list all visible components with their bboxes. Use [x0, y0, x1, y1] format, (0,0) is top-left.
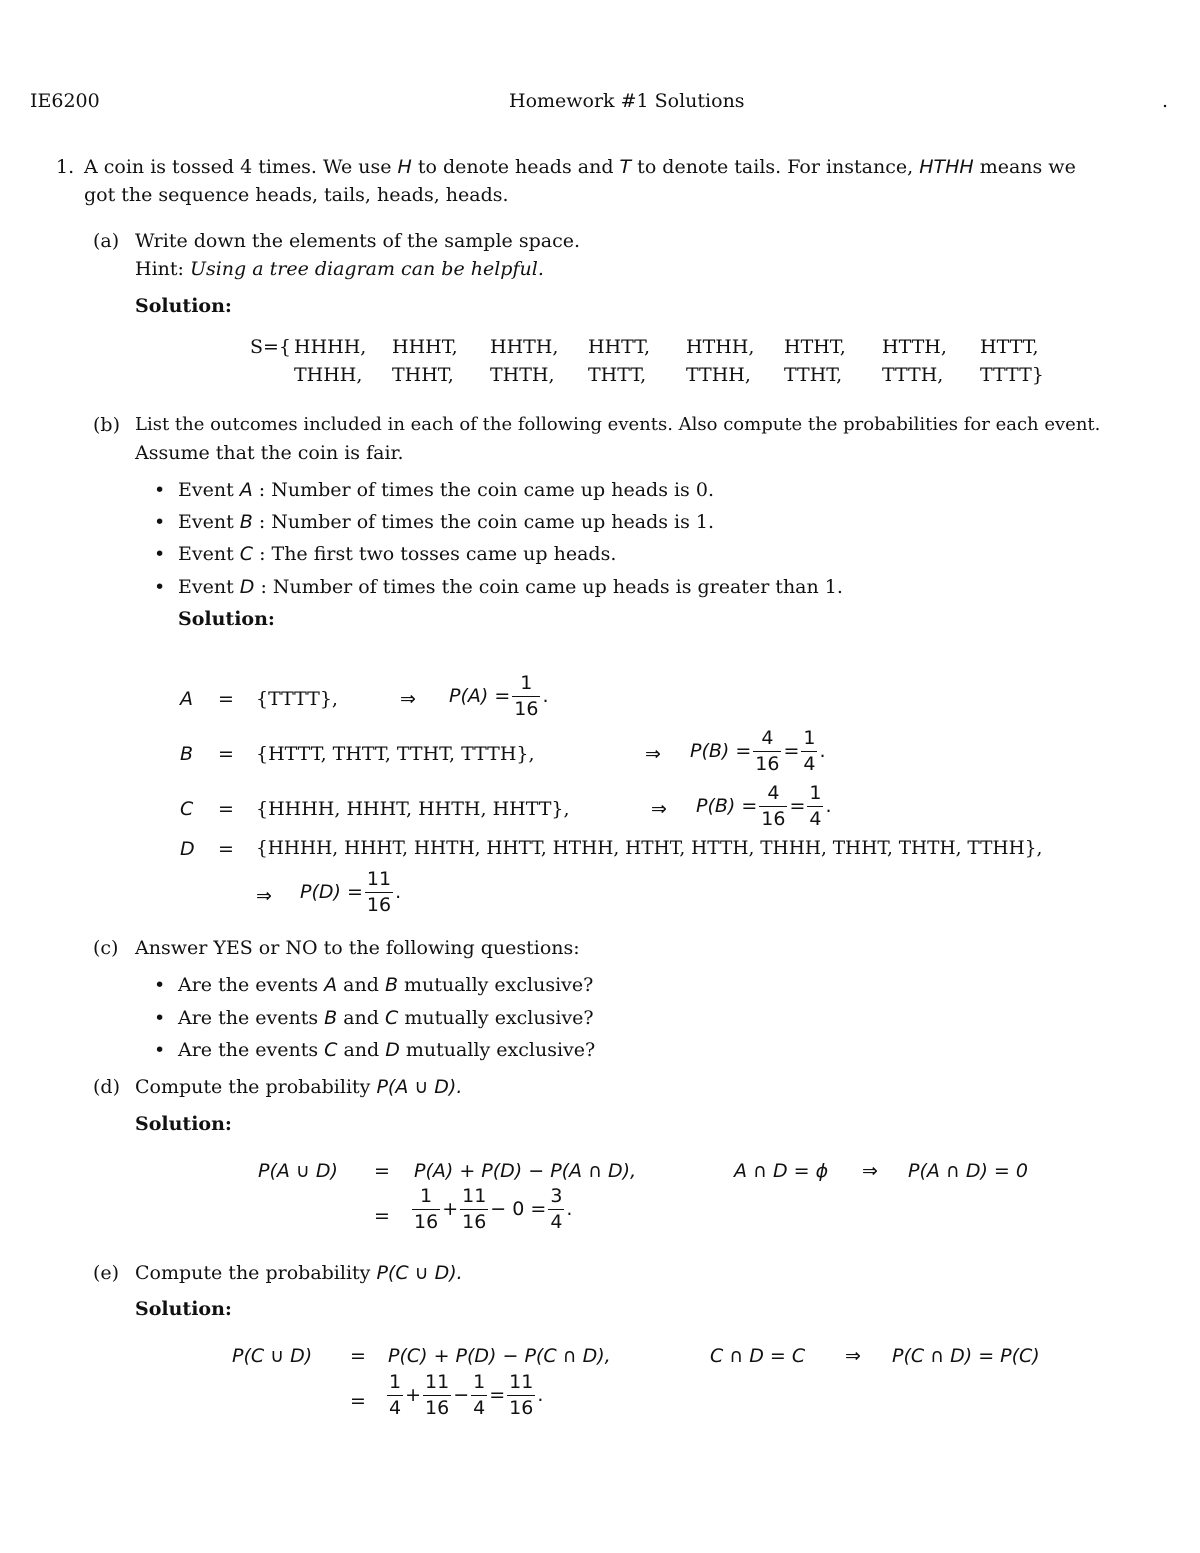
eq-c-lhs: C — [180, 798, 194, 820]
part-d-line1-lhs: P(A ∪ D) — [258, 1160, 338, 1182]
eq-d-equals: = — [218, 838, 234, 860]
event-b-item: • Event B : Number of times the coin came up heads is 1. — [178, 511, 714, 533]
part-c-item-bc: • Are the events B and C mutually exclusive? — [178, 1007, 594, 1029]
part-e-question: Compute the probability P(C ∪ D). — [135, 1262, 463, 1284]
part-c-question: Answer YES or NO to the following questions: — [135, 937, 580, 959]
sample-space-row1: HHHH, HHHT, HHTH, HHTT, HTHH, HTHT, HTTH, HTTT, — [294, 336, 1039, 358]
eq-c-prob: P(B) = $\frac{4}{16}$ = $\frac{1}{4}$ . — [696, 782, 832, 830]
header-course: IE6200 — [30, 90, 100, 112]
event-c-item: • Event C : The first two tosses came up heads. — [178, 543, 616, 565]
part-e-line2-eq: = — [350, 1390, 366, 1412]
eq-d-prob: P(D) = $\frac{11}{16}$ . — [300, 868, 402, 916]
sample-space-prefix: S={ — [250, 336, 292, 358]
part-d-line1-eq: = — [374, 1160, 390, 1182]
part-b-question-line1: List the outcomes included in each of the following events. Also compute the probabilities for each event. — [135, 414, 1101, 435]
header-mark: . — [1162, 90, 1169, 112]
eq-c-equals: = — [218, 798, 234, 820]
eq-a-prob: P(A) = $\frac{1}{16}$ . — [449, 672, 549, 720]
part-b-solution-label: Solution: — [178, 608, 275, 630]
eq-b-prob: P(B) = $\frac{4}{16}$ = $\frac{1}{4}$ . — [690, 727, 826, 775]
part-d-line2-expr: $\frac{1}{16}$ + $\frac{11}{16}$ − 0 = $\frac{3}{4}$ . — [414, 1185, 573, 1233]
part-d-line1-cond: A ∩ D = ϕ — [734, 1160, 829, 1182]
part-b-question-line2: Assume that the coin is fair. — [135, 442, 404, 464]
part-e-line2-expr: $\frac{1}{4}$ + $\frac{11}{16}$ − $\frac{1}{4}$ = $\frac{11}{16}$ . — [389, 1371, 544, 1419]
part-d-question: Compute the probability P(A ∪ D). — [135, 1076, 463, 1098]
part-e-line1-cond: C ∩ D = C — [710, 1345, 806, 1367]
eq-d-arrow: ⇒ — [256, 885, 272, 907]
part-e-line1-rhs: P(C) + P(D) − P(C ∩ D), — [388, 1345, 611, 1367]
eq-d-set: {HHHH, HHHT, HHTH, HHTT, HTHH, HTHT, HTTH, THHH, THHT, THTH, TTHH}, — [256, 838, 1043, 859]
part-e-line1-arrow: ⇒ — [845, 1345, 861, 1367]
part-e-line1-lhs: P(C ∪ D) — [232, 1345, 313, 1367]
eq-b-arrow: ⇒ — [645, 743, 661, 765]
problem-intro-line2: got the sequence heads, tails, heads, heads. — [84, 184, 509, 206]
part-a-question: Write down the elements of the sample space. — [135, 230, 580, 252]
part-d-line1-result: P(A ∩ D) = 0 — [908, 1160, 1028, 1182]
part-e-label: (e) — [93, 1262, 120, 1284]
part-e-line1-result: P(C ∩ D) = P(C) — [892, 1345, 1040, 1367]
eq-d-lhs: D — [180, 838, 195, 860]
part-a-solution-label: Solution: — [135, 295, 232, 317]
problem-number: 1. — [56, 156, 75, 178]
eq-a-arrow: ⇒ — [400, 688, 416, 710]
eq-a-equals: = — [218, 688, 234, 710]
eq-a-set: {TTTT}, — [256, 688, 338, 710]
part-e-solution-label: Solution: — [135, 1298, 232, 1320]
part-b-label: (b) — [93, 414, 120, 436]
header-title: Homework #1 Solutions — [509, 90, 745, 112]
event-d-item: • Event D : Number of times the coin came up heads is greater than 1. — [178, 576, 843, 598]
eq-c-set: {HHHH, HHHT, HHTH, HHTT}, — [256, 798, 570, 820]
part-d-label: (d) — [93, 1076, 120, 1098]
eq-b-lhs: B — [180, 743, 194, 765]
eq-c-arrow: ⇒ — [651, 798, 667, 820]
part-a-label: (a) — [93, 230, 120, 252]
part-c-item-cd: • Are the events C and D mutually exclusive? — [178, 1039, 595, 1061]
part-d-line2-eq: = — [374, 1205, 390, 1227]
part-d-line1-rhs: P(A) + P(D) − P(A ∩ D), — [414, 1160, 637, 1182]
sample-space-row2: THHH, THHT, THTH, THTT, TTHH, TTHT, TTTH, TTTT} — [294, 364, 1044, 386]
problem-intro-line1: A coin is tossed 4 times. We use H to denote heads and T to denote tails. For instance, HTHH means we — [84, 156, 1076, 178]
eq-b-equals: = — [218, 743, 234, 765]
eq-a-lhs: A — [180, 688, 193, 710]
part-e-line1-eq: = — [350, 1345, 366, 1367]
part-d-line1-arrow: ⇒ — [862, 1160, 878, 1182]
part-d-solution-label: Solution: — [135, 1113, 232, 1135]
eq-b-set: {HTTT, THTT, TTHT, TTTH}, — [256, 743, 535, 765]
part-a-hint: Hint: Using a tree diagram can be helpful. — [135, 258, 544, 280]
part-c-item-ab: • Are the events A and B mutually exclusive? — [178, 974, 593, 996]
event-a-item: • Event A : Number of times the coin came up heads is 0. — [178, 479, 714, 501]
part-c-label: (c) — [93, 937, 119, 959]
